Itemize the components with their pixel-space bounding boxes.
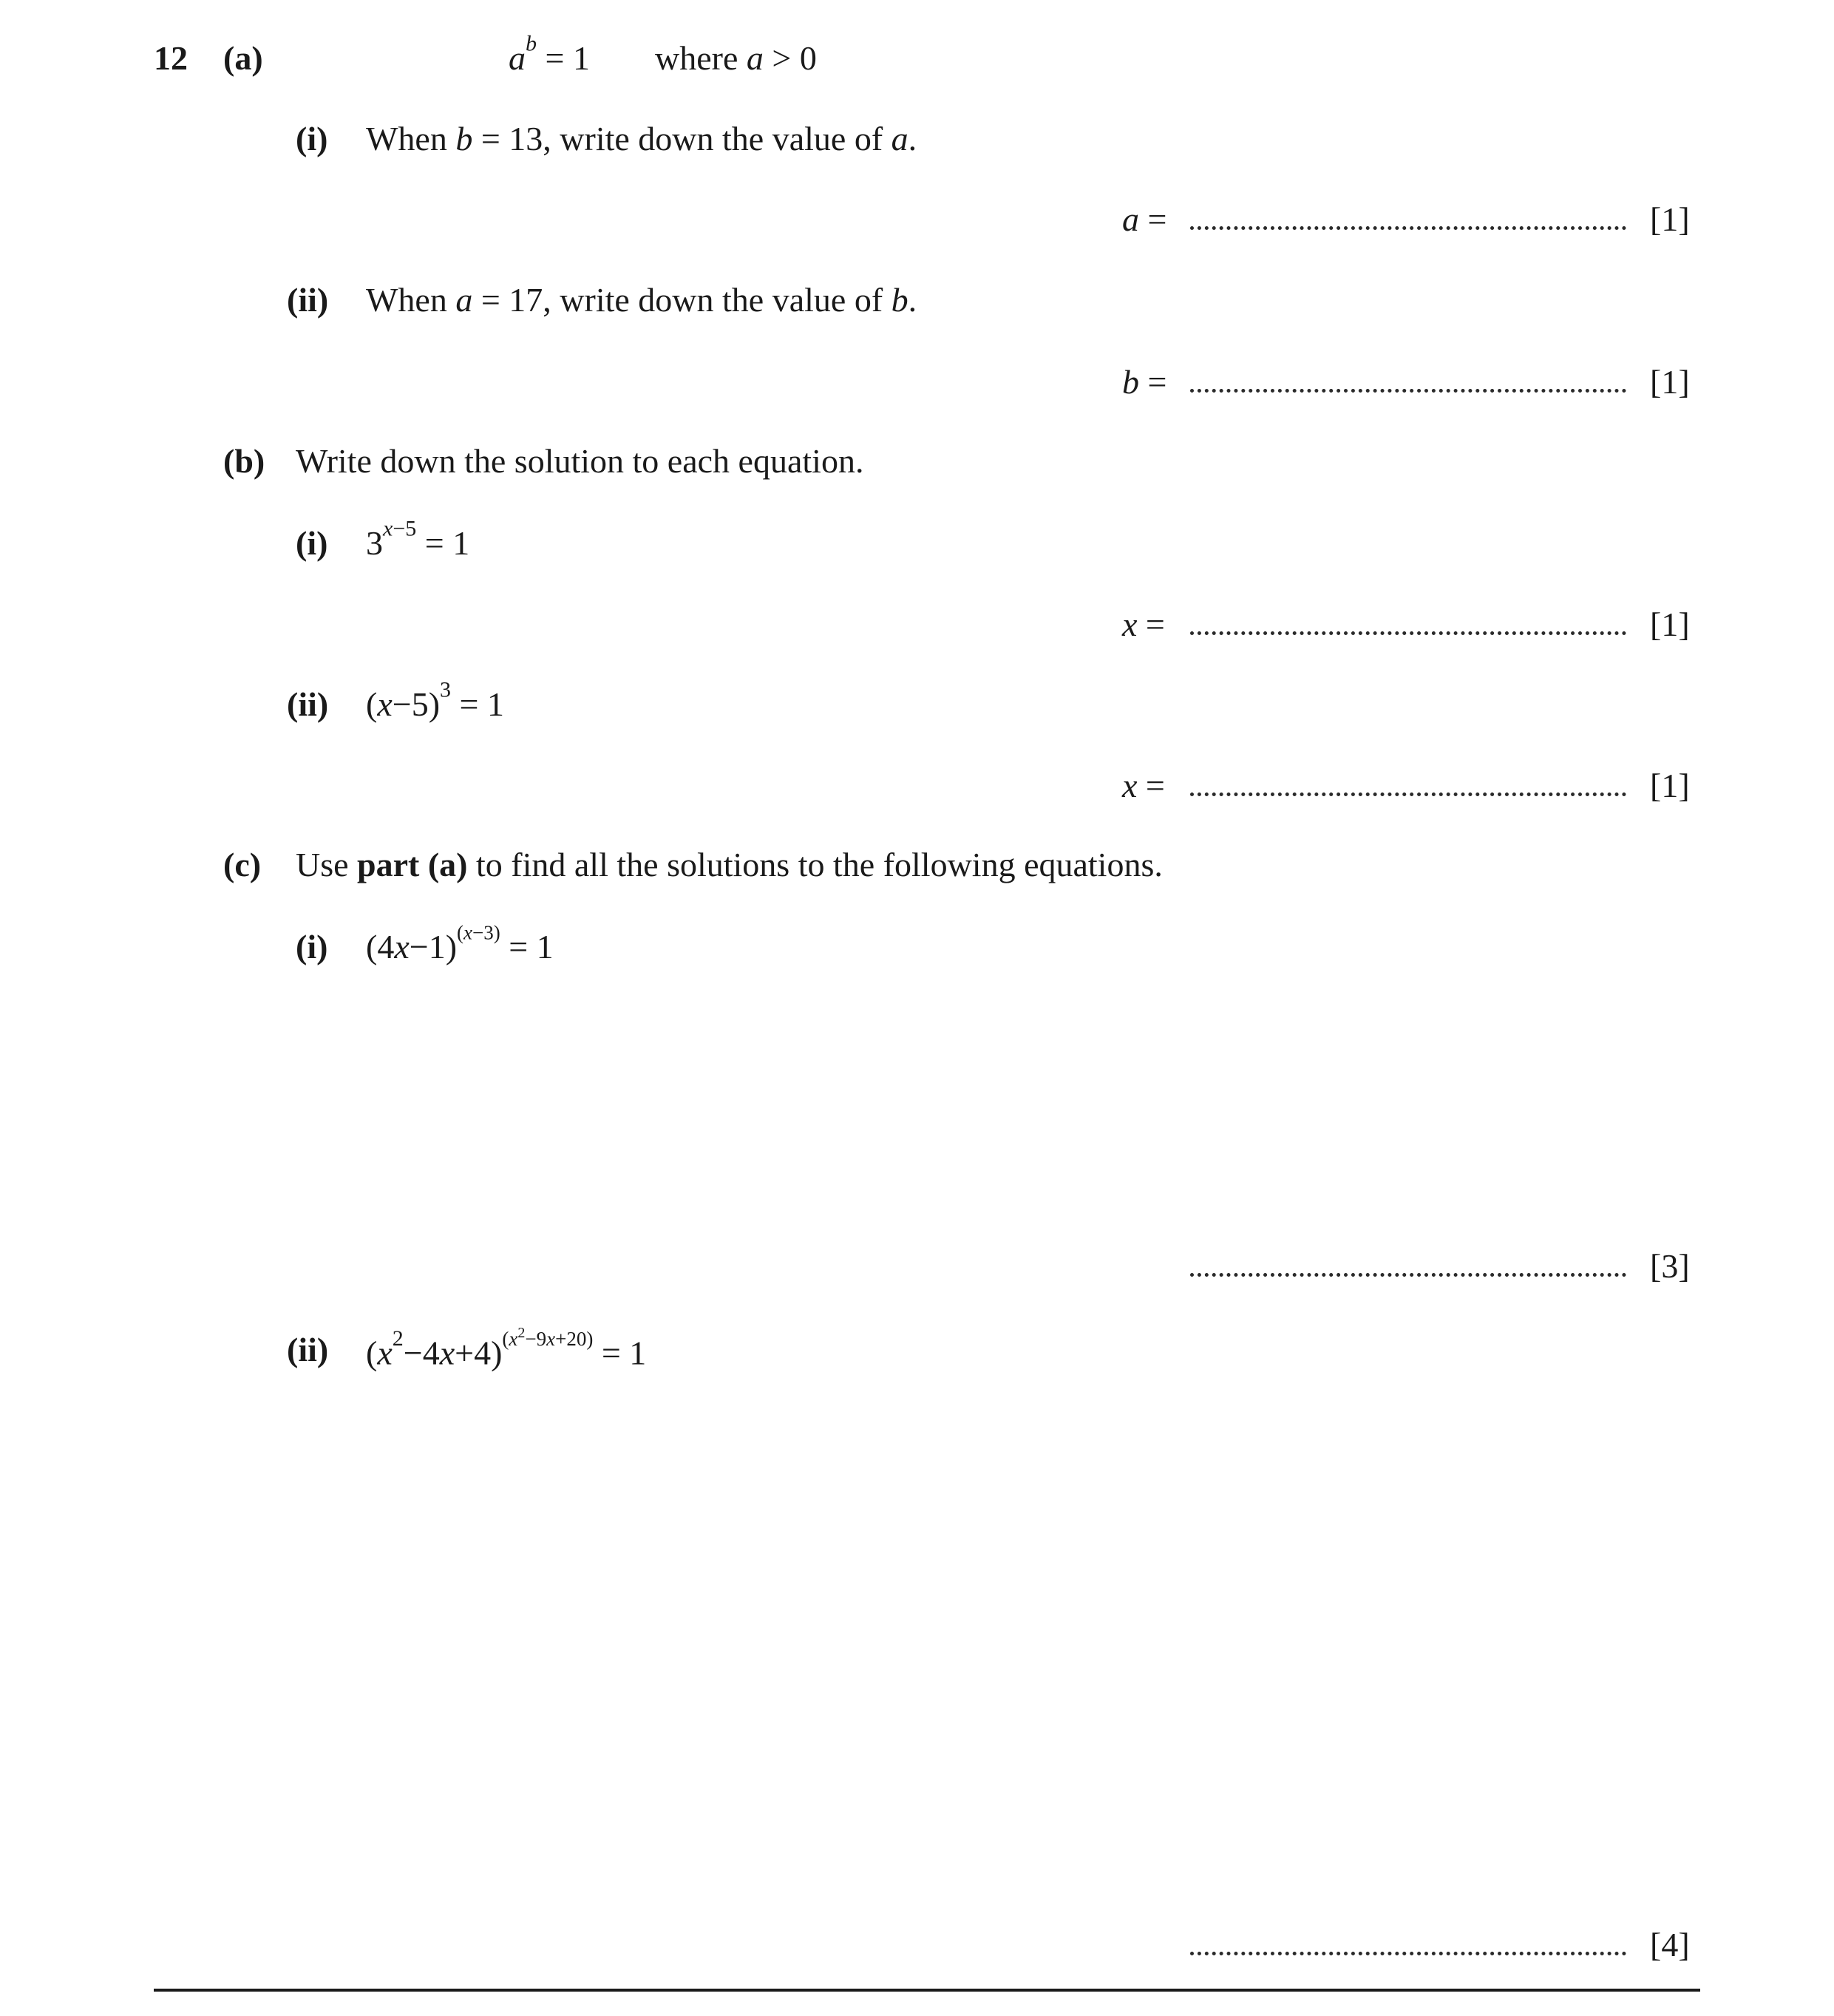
exponent-text: −9 (525, 1328, 547, 1350)
answer-line-b-i (1122, 605, 1165, 644)
part-b-i-label: (i) (296, 524, 328, 562)
condition-where: where (655, 39, 738, 77)
part-b-ii-equation (366, 677, 504, 723)
equation-rest: −5) (392, 685, 441, 723)
answer-variable: x (1122, 605, 1138, 643)
equation-exponent: b (526, 31, 537, 56)
exponent-variable: x (383, 516, 393, 541)
answer-line-a-i (1122, 200, 1166, 239)
marks-c-ii: [4] (1650, 1926, 1690, 1964)
condition-rest: > 0 (772, 39, 817, 77)
marks-a-ii: [1] (1650, 363, 1690, 401)
answer-line-b-ii (1122, 766, 1165, 805)
part-a-i-question (366, 122, 917, 156)
part-c-i-label: (i) (296, 928, 328, 965)
question-variable: b (455, 120, 473, 157)
equation-exponent (457, 921, 500, 943)
question-text: . (908, 120, 917, 157)
question-variable: b (891, 281, 908, 319)
square-exponent: 2 (392, 1326, 404, 1351)
answer-field-a-i[interactable] (1190, 222, 1626, 235)
equation-base: 3 (366, 524, 383, 562)
equation-rest: = 1 (545, 39, 590, 77)
part-a-label: (a) (223, 39, 263, 77)
equation-rhs: = 1 (509, 928, 554, 965)
equation-rhs: = 1 (459, 685, 504, 723)
part-b-ii-label: (ii) (287, 685, 329, 723)
equation-variable: x (394, 928, 410, 965)
question-text: When (366, 281, 447, 319)
part-c-instruction (296, 848, 1163, 882)
answer-field-c-ii[interactable] (1190, 1947, 1626, 1961)
equation-rhs: = 1 (601, 1334, 647, 1372)
question-number: 12 (154, 39, 188, 77)
condition-var: a (746, 39, 764, 77)
instruction-text: to find all the solutions to the following equations. (476, 846, 1163, 883)
answer-variable: b (1122, 363, 1139, 401)
equation-base: ( (366, 1334, 378, 1372)
question-variable: a (455, 281, 473, 319)
marks-b-i: [1] (1650, 605, 1690, 643)
page-bottom-rule (154, 1989, 1700, 1992)
instruction-text: Use (296, 846, 349, 883)
equation-exponent (383, 517, 416, 541)
equation-variable: x (377, 685, 393, 723)
marks-a-i: [1] (1650, 200, 1690, 238)
part-a-ii-question (366, 283, 917, 317)
exponent-text: −3) (472, 921, 500, 944)
marks-c-i: [3] (1650, 1247, 1690, 1285)
answer-equals: = (1145, 605, 1165, 643)
equation-base: a (509, 39, 526, 77)
part-a-ii-label: (ii) (287, 281, 329, 319)
answer-field-b-ii[interactable] (1190, 788, 1626, 801)
exponent-variable: x (546, 1328, 556, 1350)
answer-equals: = (1147, 200, 1167, 238)
equation-open: ( (366, 685, 378, 723)
exponent-text: ( (502, 1328, 509, 1350)
equation-base: +4) (455, 1334, 503, 1372)
part-c-ii-equation (366, 1325, 647, 1372)
exponent-variable: x (463, 921, 472, 944)
part-c-ii-label: (ii) (287, 1331, 329, 1368)
exponent-square: 2 (517, 1325, 526, 1341)
question-text: = 17, write down the value of (480, 281, 883, 319)
exponent-rest: −5 (393, 516, 417, 541)
equation-exponent (502, 1325, 594, 1350)
part-c-label: (c) (223, 846, 262, 883)
equation-base: −4 (403, 1334, 440, 1372)
exponent-text: ( (457, 921, 464, 944)
part-b-i-equation (366, 516, 470, 562)
question-variable: a (891, 120, 908, 157)
part-a-equation (509, 31, 590, 77)
part-a-condition (655, 41, 817, 75)
question-text: . (908, 281, 917, 319)
exponent-text: +20) (555, 1328, 594, 1350)
equation-variable: x (439, 1334, 455, 1372)
answer-equals: = (1147, 363, 1167, 401)
question-text: When (366, 120, 447, 157)
equation-rhs: = 1 (424, 524, 470, 562)
answer-field-c-i[interactable] (1190, 1269, 1626, 1282)
exponent-variable: x (509, 1328, 518, 1350)
instruction-bold: part (a) (357, 846, 468, 883)
equation-exponent: 3 (440, 677, 452, 702)
answer-field-b-i[interactable] (1190, 627, 1626, 640)
answer-field-a-ii[interactable] (1190, 384, 1626, 398)
answer-equals: = (1145, 767, 1165, 804)
answer-variable: a (1122, 200, 1139, 238)
marks-b-ii: [1] (1650, 767, 1690, 804)
answer-line-a-ii (1122, 362, 1166, 401)
part-c-i-equation (366, 921, 554, 965)
answer-variable: x (1122, 767, 1138, 804)
equation-variable: x (377, 1334, 393, 1372)
part-b-instruction: Write down the solution to each equation. (296, 442, 864, 480)
equation-base: (4 (366, 928, 395, 965)
part-a-i-label: (i) (296, 120, 328, 157)
equation-base: −1) (409, 928, 458, 965)
part-b-label: (b) (223, 442, 265, 480)
question-text: = 13, write down the value of (480, 120, 883, 157)
